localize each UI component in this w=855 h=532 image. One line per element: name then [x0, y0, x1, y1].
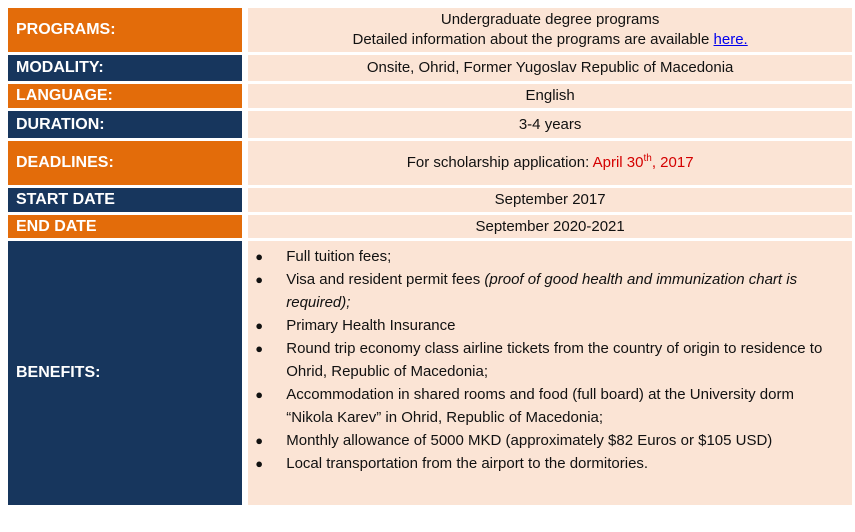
- bullet-dot-icon: ●: [255, 318, 264, 333]
- deadline-date-year: , 2017: [651, 154, 694, 171]
- language-value: English: [248, 84, 852, 108]
- bullet-dot-icon: ●: [255, 341, 264, 356]
- modality-row: [8, 55, 852, 81]
- language-row: [8, 84, 852, 108]
- duration-row: [8, 111, 852, 138]
- deadlines-label: DEADLINES:: [8, 141, 245, 185]
- start-date-label: START DATE: [8, 188, 245, 212]
- scholarship-info-table: [5, 5, 855, 508]
- deadline-date: [593, 154, 694, 171]
- end-date-label: END DATE: [8, 215, 245, 238]
- duration-value: 3-4 years: [248, 111, 852, 138]
- benefit-item: [255, 429, 852, 452]
- programs-line-2-text: Detailed information about the programs are available: [352, 31, 710, 48]
- benefit-item: [255, 268, 852, 314]
- deadline-date-suffix: th: [643, 153, 652, 164]
- bullet-dot-icon: ●: [255, 249, 264, 264]
- programs-value: [248, 8, 852, 52]
- programs-line-1: Undergraduate degree programs: [440, 11, 660, 28]
- language-label: LANGUAGE:: [8, 84, 245, 108]
- benefit-note: (proof of good health and immunization chart is required);: [286, 271, 798, 311]
- benefit-item: [255, 452, 852, 475]
- deadlines-row: [8, 141, 852, 185]
- benefit-text: Full tuition fees;: [286, 248, 392, 265]
- benefit-text: Accommodation in shared rooms and food (full board) at the University dorm “Nikola Karev” in Ohrid, Republic of Macedonia;: [286, 386, 794, 426]
- benefit-item: [255, 383, 852, 429]
- benefit-item: [255, 245, 852, 268]
- end-date-value: September 2020-2021: [248, 215, 852, 238]
- bullet-dot-icon: ●: [255, 433, 264, 448]
- programs-here-link[interactable]: here.: [713, 31, 748, 48]
- benefit-item: [255, 337, 852, 383]
- duration-label: DURATION:: [8, 111, 245, 138]
- deadline-date-month: April 30: [592, 154, 644, 171]
- programs-line-2: [248, 30, 852, 50]
- deadline-prefix: For scholarship application:: [406, 154, 590, 171]
- benefit-text: Primary Health Insurance: [286, 317, 456, 334]
- start-date-row: [8, 188, 852, 212]
- programs-label: PROGRAMS:: [8, 8, 245, 52]
- end-date-row: [8, 215, 852, 238]
- start-date-value: September 2017: [248, 188, 852, 212]
- programs-row: [8, 8, 852, 52]
- modality-label: MODALITY:: [8, 55, 245, 81]
- benefits-row: [8, 241, 852, 505]
- benefit-text: Round trip economy class airline tickets from the country of origin to residence to Ohrid, Republic of Macedonia;: [286, 340, 823, 380]
- bullet-dot-icon: ●: [255, 272, 264, 287]
- benefit-item: [255, 314, 852, 337]
- deadlines-value: [248, 141, 852, 185]
- benefits-value: [248, 241, 852, 505]
- benefits-label: BENEFITS:: [8, 241, 245, 505]
- benefit-text: Visa and resident permit fees: [286, 271, 481, 288]
- benefit-text: Monthly allowance of 5000 MKD (approximately $82 Euros or $105 USD): [286, 432, 773, 449]
- bullet-dot-icon: ●: [255, 456, 264, 471]
- bullet-dot-icon: ●: [255, 387, 264, 402]
- benefits-list: [248, 245, 852, 475]
- benefit-text: Local transportation from the airport to the dormitories.: [286, 455, 649, 472]
- modality-value: Onsite, Ohrid, Former Yugoslav Republic of Macedonia: [248, 55, 852, 81]
